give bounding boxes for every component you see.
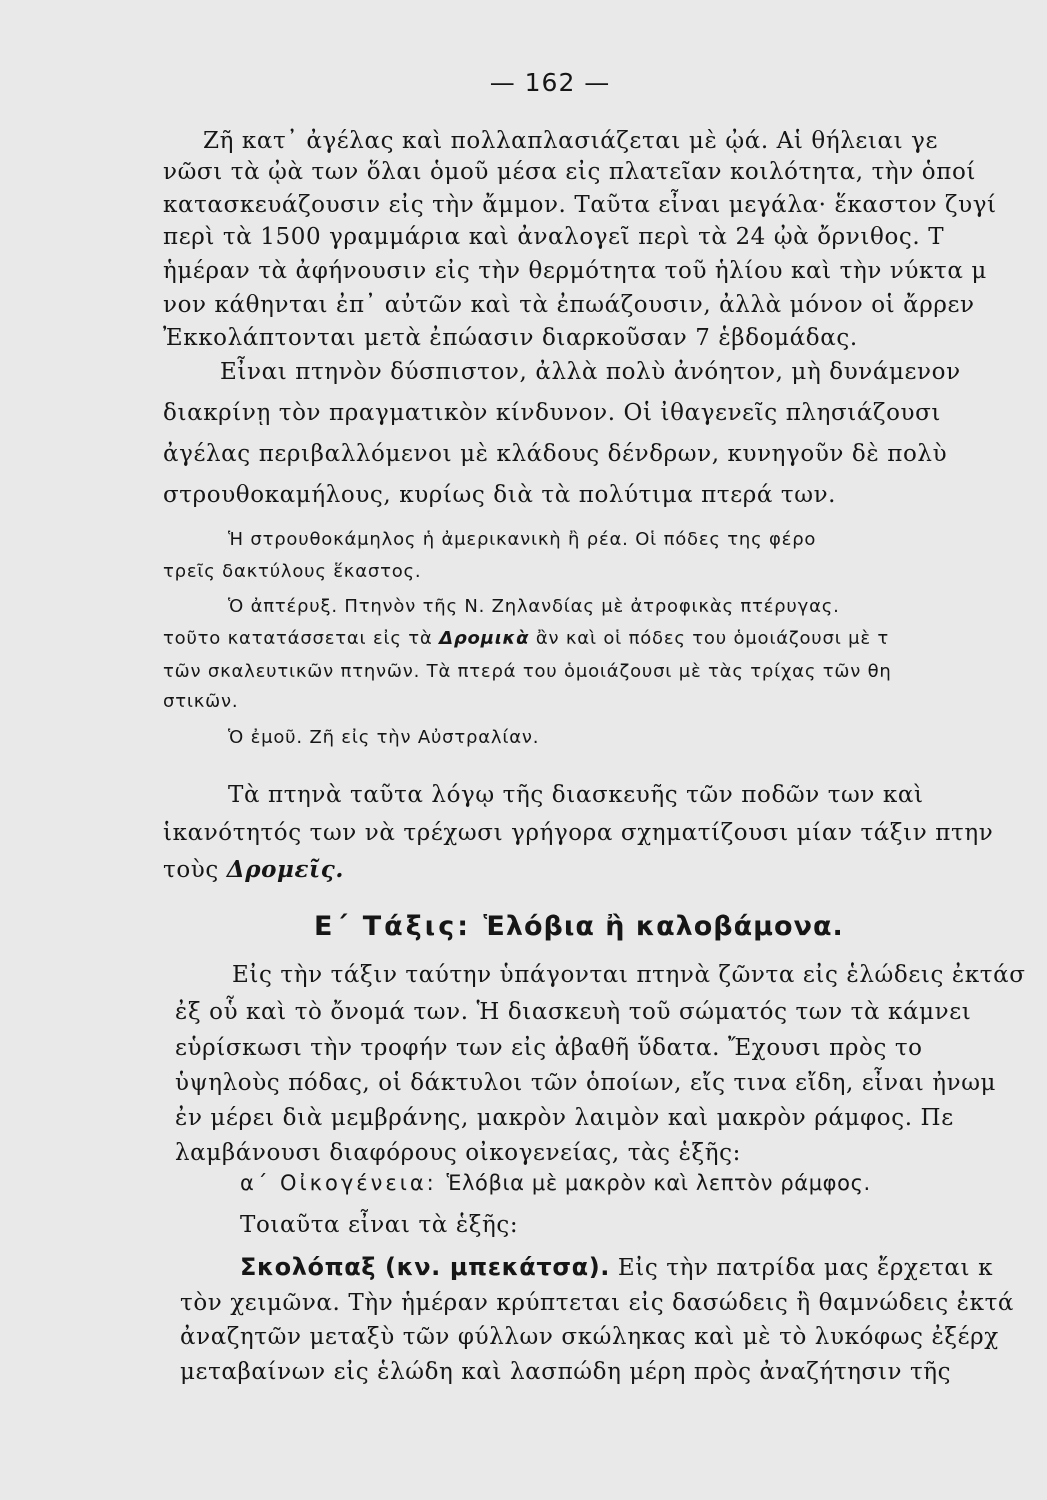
family-label: α΄ Οἰκογένεια: xyxy=(240,1171,447,1195)
text-line: ἱκανότητός των νὰ τρέχωσι γρήγορα σχηματίζουσι μίαν τάξιν πτην xyxy=(163,820,994,846)
note-line: Ἡ στρουθοκάμηλος ἡ ἀμερικανικὴ ἢ ρέα. Οἱ πόδες της φέρο xyxy=(228,529,817,550)
note-text: τοῦτο κατατάσσεται εἰς τὰ xyxy=(163,628,440,649)
text-line: νῶσι τὰ ᾠὰ των ὅλαι ὁμοῦ μέσα εἰς πλατεῖαν κοιλότητα, τὴν ὁποί xyxy=(163,159,977,185)
text-line: διακρίνῃ τὸν πραγματικὸν κίνδυνον. Οἱ ἰθαγενεῖς πλησιάζουσι xyxy=(163,400,942,426)
note-line: τῶν σκαλευτικῶν πτηνῶν. Τὰ πτερά του ὁμοιάζουσι μὲ τὰς τρίχας τῶν θη xyxy=(163,661,892,682)
heading-order: Ε΄ Τάξις: xyxy=(314,911,484,942)
section-heading xyxy=(314,912,844,942)
term-dromika: Δρομικὰ xyxy=(439,628,530,649)
text-line: Τὰ πτηνὰ ταῦτα λόγῳ τῆς διασκευῆς τῶν ποδῶν των καὶ xyxy=(228,782,924,808)
text-line: στρουθοκαμήλους, κυρίως διὰ τὰ πολύτιμα πτερά των. xyxy=(163,482,837,508)
note-line: Ὁ ἐμοῦ. Ζῆ εἰς τὴν Αὐστραλίαν. xyxy=(228,727,540,748)
text-line: ὑψηλοὺς πόδας, οἱ δάκτυλοι τῶν ὁποίων, εἴς τινα εἴδη, εἶναι ἠνωμ xyxy=(175,1070,997,1096)
text: Εἰς τὴν πατρίδα μας ἔρχεται κ xyxy=(609,1255,994,1281)
text-line: ἐξ οὗ καὶ τὸ ὄνομά των. Ἡ διασκευὴ τοῦ σώματός των τὰ κάμνει xyxy=(175,999,972,1025)
text: τοὺς xyxy=(163,857,227,883)
note-text: ἂν καὶ οἱ πόδες του ὁμοιάζουσι μὲ τ xyxy=(529,628,890,649)
text-line: ἐν μέρει διὰ μεμβράνης, μακρὸν λαιμὸν καὶ μακρὸν ράμφος. Πε xyxy=(175,1105,954,1131)
text-line: Ζῆ κατ᾽ ἀγέλας καὶ πολλαπλασιάζεται μὲ ᾠά. Αἱ θήλειαι γε xyxy=(203,128,939,154)
text-line: εὑρίσκωσι τὴν τροφήν των εἰς ἀβαθῆ ὕδατα. Ἔχουσι πρὸς το xyxy=(175,1035,923,1061)
term-dromeis: Δρομεῖς. xyxy=(226,856,344,883)
text-line: νον κάθηνται ἐπ᾽ αὐτῶν καὶ τὰ ἐπωάζουσιν, ἀλλὰ μόνον οἱ ἄρρεν xyxy=(163,292,975,318)
text-line: λαμβάνουσι διαφόρους οἰκογενείας, τὰς ἑξῆς: xyxy=(175,1140,741,1166)
text-line: ἀγέλας περιβαλλόμενοι μὲ κλάδους δένδρων, κυνηγοῦν δὲ πολὺ xyxy=(163,441,948,467)
text-line: Τοιαῦτα εἶναι τὰ ἑξῆς: xyxy=(240,1212,519,1238)
text-line: μεταβαίνων εἰς ἑλώδη καὶ λασπώδη μέρη πρὸς ἀναζήτησιν τῆς xyxy=(180,1359,952,1385)
heading-title: Ἑλόβια ἢ καλοβάμονα. xyxy=(483,911,844,942)
note-line xyxy=(163,627,889,651)
family-desc: Ἑλόβια μὲ μακρὸν καὶ λεπτὸν ράμφος. xyxy=(446,1171,871,1195)
text-line: Εἶναι πτηνὸν δύσπιστον, ἀλλὰ πολὺ ἀνόητον, μὴ δυνάμενον xyxy=(220,359,961,385)
text-line: τὸν χειμῶνα. Τὴν ἡμέραν κρύπτεται εἰς δασώδεις ἢ θαμνώδεις ἐκτά xyxy=(180,1290,1015,1316)
species-name: Σκολόπαξ (κν. μπεκάτσα). xyxy=(240,1253,610,1281)
family-line xyxy=(240,1168,871,1198)
note-line: στικῶν. xyxy=(163,691,239,712)
note-line: τρεῖς δακτύλους ἕκαστος. xyxy=(163,561,422,582)
text-line: κατασκευάζουσιν εἰς τὴν ἄμμον. Ταῦτα εἶναι μεγάλα· ἕκαστον ζυγί xyxy=(163,192,997,218)
text-line: περὶ τὰ 1500 γραμμάρια καὶ ἀναλογεῖ περὶ τὰ 24 ᾠὰ ὄρνιθος. Τ xyxy=(163,224,945,250)
page-number: — 162 — xyxy=(489,68,611,97)
text-line xyxy=(240,1252,993,1283)
text-line: ἡμέραν τὰ ἀφήνουσιν εἰς τὴν θερμότητα τοῦ ἡλίου καὶ τὴν νύκτα μ xyxy=(163,258,987,284)
text-line xyxy=(163,855,344,885)
text-line: Εἰς τὴν τάξιν ταύτην ὑπάγονται πτηνὰ ζῶντα εἰς ἑλώδεις ἐκτάσ xyxy=(232,962,1026,988)
text-line: Ἐκκολάπτονται μετὰ ἐπώασιν διαρκοῦσαν 7 ἑβδομάδας. xyxy=(163,325,858,351)
note-line: Ὁ ἀπτέρυξ. Πτηνὸν τῆς Ν. Ζηλανδίας μὲ ἀτροφικὰς πτέρυγας. xyxy=(228,596,840,617)
text-line: ἀναζητῶν μεταξὺ τῶν φύλλων σκώληκας καὶ μὲ τὸ λυκόφως ἐξέρχ xyxy=(180,1324,999,1350)
